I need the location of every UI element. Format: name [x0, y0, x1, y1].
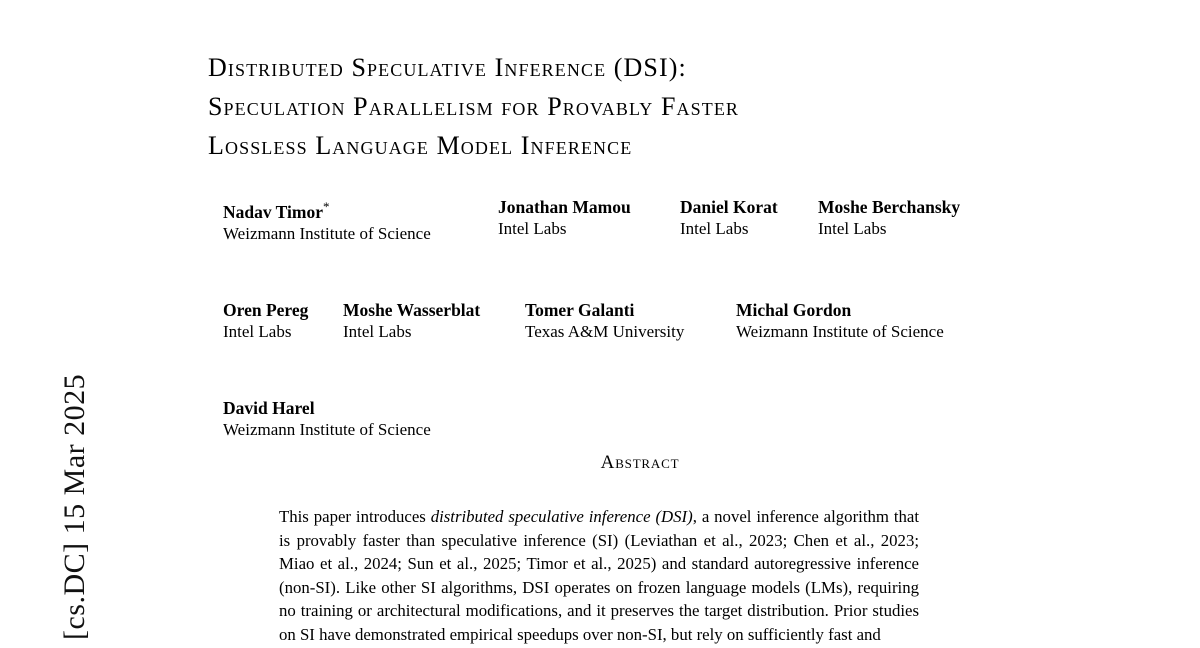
author-affiliation: Weizmann Institute of Science: [223, 419, 431, 439]
title-line-3: Lossless Language Model Inference: [208, 131, 633, 160]
author-row: [223, 299, 1123, 343]
author-name-text: Jonathan Mamou: [498, 197, 631, 217]
author-name: [525, 299, 736, 321]
author-name-text: Moshe Berchansky: [818, 197, 961, 217]
author-footnote-marker: *: [323, 199, 330, 214]
abstract-segment-1: This paper introduces: [279, 507, 431, 526]
author-name: [223, 196, 498, 223]
author-name: [680, 196, 818, 218]
arxiv-side-stamp: [0, 0, 91, 648]
author-entry: [680, 196, 818, 240]
author-name-text: Moshe Wasserblat: [343, 299, 481, 320]
author-name-text: David Harel: [223, 397, 315, 418]
author-entry: [223, 397, 523, 441]
author-entry: [736, 299, 996, 343]
author-name-text: Nadav Timor: [223, 201, 323, 222]
author-name: [223, 299, 343, 321]
title-line-2: Speculation Parallelism for Provably Faster: [208, 92, 740, 121]
author-entry: [343, 299, 525, 343]
author-name: [498, 196, 680, 218]
abstract-segment-3: , a novel inference algorithm that is provably faster than speculative inference (SI) (Leviathan et al., 2023; Chen et al., 2023; Miao et al., 2024; Sun et al., 2025; Timor et al., 2025) and standard autoregressive inference (non-SI). Like other SI algorithms, DSI operates on frozen language models (LMs), requiring no training or architectural modifications, and it preserves the target distribution. Prior studies on SI have demonstrated empirical speedups over non-SI, but rely on sufficiently fast and: [279, 507, 919, 644]
author-name: [736, 299, 996, 321]
abstract-body: [279, 505, 919, 646]
author-name-text: Daniel Korat: [680, 197, 778, 217]
paper-page: [80, 0, 1200, 648]
author-entry: [223, 196, 498, 245]
author-affiliation: Weizmann Institute of Science: [223, 223, 431, 243]
author-name-text: Tomer Galanti: [525, 299, 635, 320]
abstract-segment-2-italic: distributed speculative inference (DSI): [430, 507, 693, 526]
author-affiliation: Intel Labs: [223, 321, 292, 341]
author-list: [223, 196, 1123, 463]
author-affiliation: Texas A&M University: [525, 321, 685, 341]
author-name: [818, 196, 1018, 218]
author-row: [223, 196, 1123, 245]
page-title: [208, 48, 1038, 165]
author-entry: [525, 299, 736, 343]
author-name-text: Oren Pereg: [223, 299, 309, 320]
author-affiliation: Intel Labs: [818, 219, 887, 238]
title-line-1: Distributed Speculative Inference (DSI):: [208, 53, 687, 82]
author-affiliation: Intel Labs: [498, 219, 567, 238]
author-entry: [818, 196, 1018, 240]
author-name: [223, 397, 523, 419]
author-entry: [223, 299, 343, 343]
author-affiliation: Intel Labs: [343, 321, 412, 341]
author-affiliation: Weizmann Institute of Science: [736, 321, 944, 341]
author-row: [223, 397, 1123, 441]
author-affiliation: Intel Labs: [680, 219, 749, 238]
author-entry: [498, 196, 680, 240]
arxiv-stamp-text: [cs.DC] 15 Mar 2025: [58, 373, 91, 640]
abstract-heading: Abstract: [600, 452, 680, 473]
author-name: [343, 299, 525, 321]
author-name-text: Michal Gordon: [736, 299, 852, 320]
